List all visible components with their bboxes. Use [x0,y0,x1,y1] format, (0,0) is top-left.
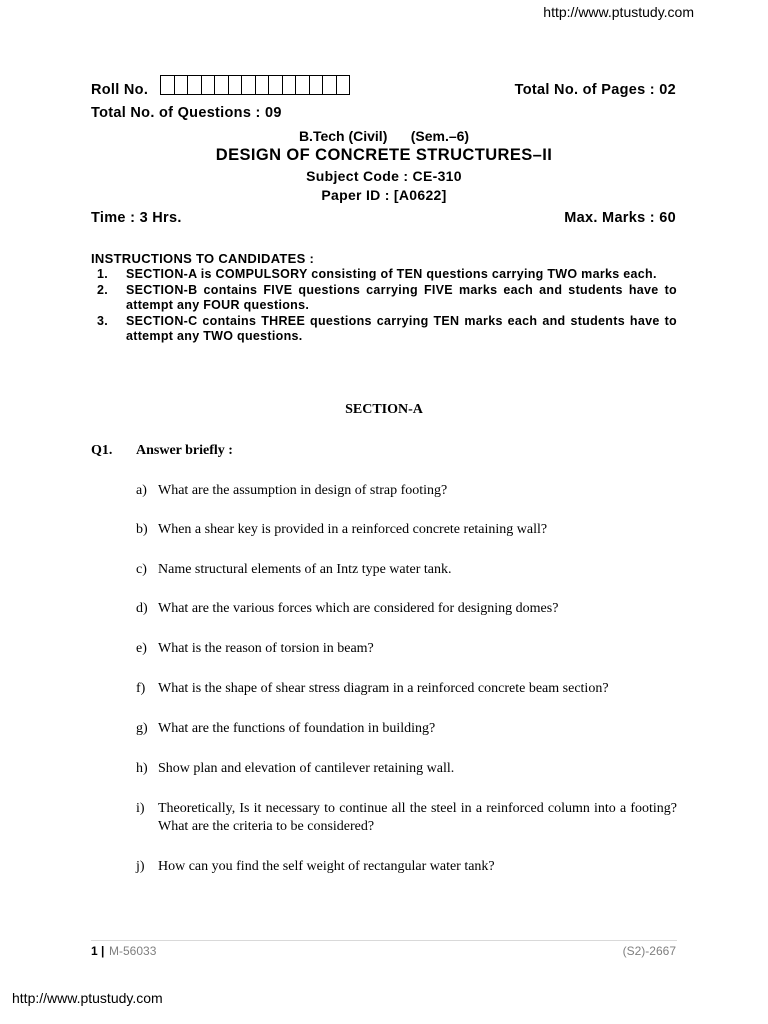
sub-question-c [136,561,677,579]
semester: (Sem.–6) [410,128,470,144]
q1-number: Q1. [91,443,113,458]
roll-no-box [215,75,229,95]
sub-question-letter: g) [136,721,148,736]
instruction-number: 2. [97,283,109,297]
q1-label: Answer briefly : [136,443,233,458]
footer-set-code: (S2)-2667 [622,944,676,958]
sub-question-letter: j) [136,859,145,874]
roll-no-box [175,75,189,95]
sub-question-text: How can you find the self weight of rectangular water tank? [158,859,495,874]
sub-question-text: What are the assumption in design of strap footing? [158,483,448,498]
section-a-title: SECTION-A [345,402,423,417]
roll-no-box [256,75,270,95]
course-line [0,128,768,144]
sub-question-h [136,760,677,778]
total-questions: Total No. of Questions : 09 [91,105,282,121]
sub-question-letter: a) [136,483,147,498]
sub-question-g [136,720,677,738]
sub-question-letter: b) [136,522,148,537]
footer-paper-code: M-56033 [109,944,157,958]
sub-question-d [136,600,677,618]
paper-id: Paper ID : [A0622] [321,187,447,203]
sub-question-text: Name structural elements of an Intz type water tank. [158,562,452,577]
instruction-item [91,267,677,282]
roll-no-box [202,75,216,95]
sub-question-b [136,521,677,539]
roll-no-box [296,75,310,95]
sub-question-letter: h) [136,761,148,776]
sub-question-text: What are the functions of foundation in building? [158,721,436,736]
sub-question-text: Theoretically, Is it necessary to continue all the steel in a reinforced column into a footing? What are the criteria to be considered? [158,801,677,834]
roll-no-box [188,75,202,95]
roll-no-box [160,75,175,95]
instruction-text: SECTION-A is COMPULSORY consisting of TEN questions carrying TWO marks each. [126,267,657,281]
instruction-text: SECTION-C contains THREE questions carrying TEN marks each and students have to attempt any TWO questions. [126,314,677,343]
sub-question-letter: c) [136,562,147,577]
roll-no-box [323,75,337,95]
instruction-text: SECTION-B contains FIVE questions carrying FIVE marks each and students have to attempt any FOUR questions. [126,283,677,312]
roll-no-box [337,75,351,95]
roll-no-box [283,75,297,95]
roll-no-box [269,75,283,95]
course-name: B.Tech (Civil) [298,128,388,144]
sub-question-letter: d) [136,601,148,616]
sub-question-i [136,800,677,836]
subject-code: Subject Code : CE-310 [306,168,462,184]
footer-divider [91,940,677,941]
time-allowed: Time : 3 Hrs. [91,210,182,226]
sub-question-text: What are the various forces which are considered for designing domes? [158,601,559,616]
footer-page-number: 1 | [91,944,105,958]
instructions-heading: INSTRUCTIONS TO CANDIDATES : [91,251,315,266]
instruction-number: 1. [97,267,109,281]
sub-question-letter: i) [136,801,145,816]
sub-question-text: What is the reason of torsion in beam? [158,641,374,656]
roll-no-box [310,75,324,95]
header-url[interactable]: http://www.ptustudy.com [543,4,694,20]
sub-question-letter: e) [136,641,147,656]
roll-no-box [229,75,243,95]
sub-question-letter: f) [136,681,146,696]
sub-question-j [136,858,677,876]
max-marks: Max. Marks : 60 [564,210,676,226]
instruction-item [91,283,677,313]
sub-question-f [136,680,677,698]
instruction-item [91,314,677,344]
roll-no-boxes [160,75,350,94]
footer-url[interactable]: http://www.ptustudy.com [12,990,163,1006]
roll-no-label: Roll No. [91,82,149,98]
instructions-list [91,267,677,345]
total-pages: Total No. of Pages : 02 [514,82,676,98]
roll-no-box [242,75,256,95]
sub-question-text: What is the shape of shear stress diagram in a reinforced concrete beam section? [158,681,609,696]
instruction-number: 3. [97,314,109,328]
sub-question-text: Show plan and elevation of cantilever retaining wall. [158,761,455,776]
sub-question-e [136,640,677,658]
sub-question-text: When a shear key is provided in a reinforced concrete retaining wall? [158,522,548,537]
paper-title: DESIGN OF CONCRETE STRUCTURES–II [215,146,553,164]
sub-question-a [136,482,677,500]
